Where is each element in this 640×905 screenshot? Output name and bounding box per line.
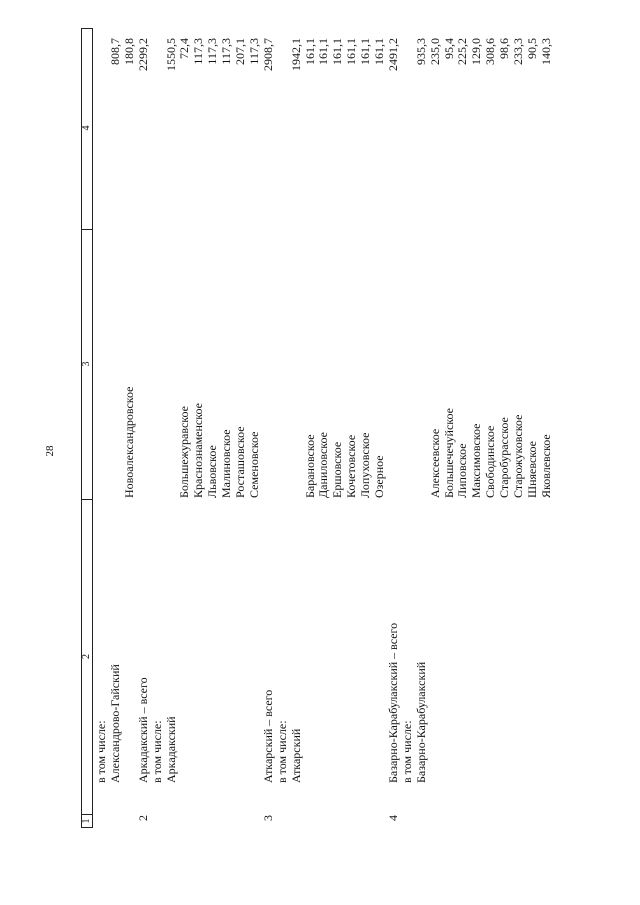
cell-c3: Даниловское <box>316 432 331 498</box>
cell-c4: 161,1 <box>358 38 373 65</box>
cell-c3: Семеновское <box>246 431 261 498</box>
cell-c3: Липовское <box>455 443 470 498</box>
cell-c4: 207,1 <box>233 38 247 65</box>
cell-c3: Краснознаменское <box>191 403 206 498</box>
cell-c3: Большежуравское <box>177 406 192 498</box>
cell-c4: 935,3 <box>413 38 428 65</box>
cell-c3: Шняевское <box>524 441 539 498</box>
cell-c2: в том числе: <box>149 720 164 783</box>
cell-c3: Росташовское <box>233 426 247 498</box>
cell-c3: Озерное <box>372 455 386 498</box>
cell-c4: 129,0 <box>469 38 484 65</box>
cell-c2: Базарно-Карабулакский <box>413 661 428 783</box>
cell-c3: Алексеевское <box>427 428 442 498</box>
cell-c4: 308,6 <box>483 38 498 65</box>
cell-c4: 72,4 <box>177 38 192 59</box>
cell-c4: 117,3 <box>219 38 234 65</box>
cell-c4: 1942,1 <box>288 38 303 71</box>
cell-c2: Базарно-Карабулакский – всего <box>385 622 400 783</box>
cell-c4: 180,8 <box>121 38 136 65</box>
table-header <box>81 28 93 828</box>
cell-c4: 235,0 <box>427 38 442 65</box>
cell-c2: Аткарский – всего <box>260 689 275 783</box>
cell-c3: Львовское <box>205 445 220 498</box>
cell-c4: 140,3 <box>538 38 553 65</box>
header-col-4: 4 <box>81 27 93 230</box>
cell-c3: Яковлевское <box>538 434 553 498</box>
rotated-table <box>81 28 585 828</box>
cell-c2: в том числе: <box>94 720 108 783</box>
cell-c3: Старобурасское <box>497 417 512 498</box>
header-col-1: 1 <box>81 818 92 824</box>
cell-c4: 1550,5 <box>163 38 178 71</box>
cell-c3: Новоалександровское <box>121 386 136 498</box>
cell-c3: Барановское <box>302 434 317 498</box>
cell-c4: 2491,2 <box>385 38 400 71</box>
cell-c2: в том числе: <box>399 720 414 783</box>
cell-c4: 161,1 <box>372 38 386 65</box>
cell-c3: Кочетовское <box>344 434 359 498</box>
cell-c4: 161,1 <box>344 38 359 65</box>
cell-c2: в том числе: <box>274 720 289 783</box>
cell-c4: 117,3 <box>205 38 220 65</box>
cell-c3: Свободинское <box>483 425 498 498</box>
page-number: 28 <box>44 445 56 457</box>
cell-c4: 808,7 <box>107 38 122 65</box>
cell-c1: 4 <box>385 815 400 821</box>
header-col-2: 2 <box>81 499 93 815</box>
cell-c4: 225,2 <box>455 38 470 65</box>
cell-c4: 117,3 <box>191 38 206 65</box>
cell-c4: 233,3 <box>511 38 525 65</box>
header-col-3: 3 <box>81 229 93 500</box>
cell-c3: Малиновское <box>219 429 234 498</box>
cell-c1: 3 <box>260 815 275 821</box>
cell-c2: Аркадакский – всего <box>135 677 150 783</box>
cell-c4: 161,1 <box>302 38 317 65</box>
cell-c1: 2 <box>135 815 150 821</box>
cell-c4: 161,1 <box>330 38 345 65</box>
cell-c2: Аткарский <box>288 728 303 783</box>
cell-c4: 95,4 <box>441 38 456 59</box>
cell-c3: Ершовское <box>330 441 345 498</box>
cell-c3: Лопуховское <box>358 432 373 498</box>
cell-c2: Аркадакский <box>163 716 178 783</box>
cell-c4: 161,1 <box>316 38 331 65</box>
cell-c4: 90,5 <box>524 38 539 59</box>
cell-c4: 98,6 <box>497 38 512 59</box>
cell-c3: Максимовское <box>469 423 484 498</box>
cell-c3: Большечечуйское <box>441 408 456 498</box>
cell-c4: 2299,2 <box>135 38 150 71</box>
cell-c2: Александрово-Гайский <box>107 664 122 783</box>
cell-c4: 117,3 <box>246 38 261 65</box>
cell-c3: Старожуковское <box>511 414 525 498</box>
cell-c4: 2908,7 <box>260 38 275 71</box>
